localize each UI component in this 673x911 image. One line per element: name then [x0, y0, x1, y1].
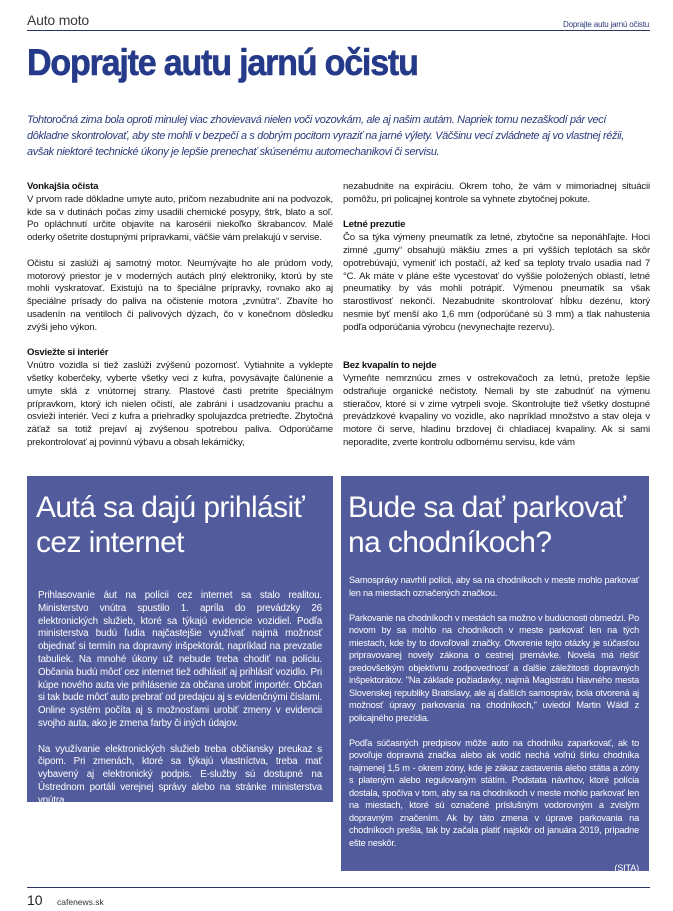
bottom-rule [27, 887, 650, 888]
running-head: Doprajte autu jarnú očistu [563, 20, 649, 29]
paragraph: Prihlasovanie áut na polícii cez internet sa stalo realitou. Ministerstvo vnútra spustilo 1. apríla do prevádzky 26 elektronických služieb, ktoré sa týkajú evidencie vozidiel. Podľa ministerstva budú ľudia najčastejšie využívať najmä možnosť objednať si termín na dopravný inšpektorát, napríklad na prevzatie tabuliek. Na mnohé úkony už nebude treba chodiť na políciu. Občania budú môcť cez internet tiež odhlásiť aj prihlásiť vozidlo. Pri kúpe nového auta vie prihlásenie za občana urobiť importér. Občan si tak bude môcť auto prebrať od predajcu aj s evidenčnými číslami. Online systém počíta aj s možnosťami urobiť zmeny v evidencii svojho auta, ako je zmena farby či iných údajov. [38, 590, 322, 729]
paragraph: Podľa súčasných predpisov môže auto na chodníku zaparkovať, ak to povoľuje dopravná značka alebo ak vodič nechá voľnú šírku chodníka najmenej 1,5 m - okrem zóny, kde je zákaz zastavenia alebo státia a zóny s plateným alebo regulovaným státím. Podstata návrhov, ktoré polícia dostala, spočíva v tom, aby sa na chodníkoch v meste mohlo parkovať len na miestach, ktoré sú označené príslušným vodorovným a zvislým dopravným značením. Ak by táto zmena v úprave parkovania na chodníkoch prešla, tak by začala platiť najskôr od januára 2019, prípadne ešte neskôr. [349, 737, 639, 848]
sidebar-box-parking [341, 476, 649, 871]
source-credit: (SITA) [614, 862, 639, 873]
site-name: cafenews.sk [57, 897, 104, 907]
paragraph: Vnútro vozidla si tiež zaslúži zvýšenú pozornosť. Vytiahnite a vyklepte všetky koberčeky, vyberte všetky veci z kufra, povysávajte čalúnenie a umyte sklá z vnútornej strany. Plastové časti pretrite špeciálnym prípravkom, ktorý ich nielen očistí, ale zabráni i usadzovaniu prachu a osvieži interiér. Veci z kufra a priehradky spolujazdca pretrieďte. Zbytočná záťaž sa totiž prejaví aj zvýšenou spotrebou paliva. Odporúčame prekontrolovať aj povinnú výbavu a obsah lekárničky, [27, 360, 333, 448]
section-label: Auto moto [27, 12, 90, 28]
section-heading: Vonkajšia očista [27, 181, 99, 192]
article-lead: Tohtoročná zima bola oproti minulej viac zhovievavá nielen voči vozovkám, ale aj našim autám. Napriek tomu nezaškodí pár vecí dôkladne skontrolovať, aby ste mohli v bezpečí a s dobrým pocitom vyraziť na jarné výlety. Väčšinu vecí zvládnete aj vo vlastnej réžii, avšak niektoré technické úkony je lepšie prenechať skúsenému automechanikovi či servisu. [27, 114, 624, 158]
paragraph-continuation: nezabudnite na expiráciu. Okrem toho, že vám v mimoriadnej situácii pomôžu, pri policajnej kontrole sa vyhnete zbytočnej pokute. [343, 181, 650, 205]
paragraph: Samosprávy navrhli polícii, aby sa na chodníkoch v meste mohlo parkovať len na miestach označených značkou. [349, 575, 639, 598]
page-number: 10 [27, 892, 43, 908]
sidebar-text [341, 560, 649, 874]
sidebar-title: Bude sa dať parkovať na chodníkoch? [348, 491, 626, 559]
paragraph: Na využívanie elektronických služieb treba občiansky preukaz s čipom. Pri zmenách, ktoré sa týkajú vlastníctva, treba mať vybavený aj elektronický podpis. E-služby sú dostupné na Ústrednom portáli verejnej správy alebo na stránke ministerstva vnútra. [38, 743, 322, 806]
paragraph: Čo sa týka výmeny pneumatík za letné, zbytočne sa neponáhľajte. Hoci zimné „gumy“ obsahujú mäkšiu zmes a pri vyšších teplotách sa skôr opotrebúvajú, vymeniť ich postačí, až keď sa teploty trvalo usadia nad 7 °C. Ak máte v pláne ešte vycestovať do vyššie položených oblastí, letné pneumatiky by vás mohli potrápiť. Výmenou pneumatík sa však starostlivosť nekončí. Nezabudnite skontrolovať hĺbku dezénu, ktorý nesmie byť menší ako 1,6 mm (odporúčané sú 3 mm) a tlak nahustenia podľa odporúčania výrobcu (nevynechajte rezervu). [343, 232, 650, 333]
sidebar-title: Autá sa dajú prihlásiť cez internet [36, 491, 305, 559]
right-column [343, 181, 650, 463]
paragraph: Vymeňte nemrznúcu zmes v ostrekovačoch za letnú, pretože lepšie odstraňuje organické nečistoty. Nemali by ste zabudnúť na výmenu stieračov, ktoré si v zime vytrpeli svoje. Skontrolujte tiež všetky dostupné prevádzkové kvapaliny vo vozidle, ako napríklad množstvo a stav oleja v motore či serve, hladinu brzdovej či chladiacej kvapaliny. Ak si sami neporadíte, zverte kontrolu odbornému servisu, kde vám [343, 372, 650, 448]
top-rule [27, 30, 650, 31]
spacer [343, 347, 650, 360]
sidebar-text [27, 560, 333, 808]
paragraph: Očistu si zaslúži aj samotný motor. Neumývajte ho ale prúdom vody, motorový priestor je v moderných autách plný elektroniky, ktorú by ste mohli vyskratovať. Existujú na to špeciálne prípravky, rovnako ako aj špeciálne prísady do paliva na očistenie motora „zvnútra“. Zbavíte ho usadenín na ventiloch či palivových dýzach, čo v konečnom dôsledku zvýši jeho výkon. [27, 257, 333, 333]
section-heading: Letné prezutie [343, 219, 406, 231]
left-column [27, 181, 333, 463]
paragraph: Parkovanie na chodníkoch v mestách sa možno v budúcnosti obmedzí. Po novom by sa mohlo na chodníkoch v meste parkovať len na tých miestach, kde by to dovoľovali značky. Otvorenie tejto otázky je súčasťou pripravovanej novely zákona o cestnej premávke. Novela má riešiť predovšetkým objektívnu zodpovednosť a ďalšie záležitosti dopravných inšpektorátov. "Na základe požiadavky, najmä Magistrátu hlavného mesta Slovenskej republiky Bratislavy, ale aj ďalších samospráv, bola otvorená aj možnosť úpravy parkovania na chodníkoch," uviedol Martin Wáldl z policajného prezídia. [349, 612, 639, 723]
article-title: Doprajte autu jarnú očistu [27, 42, 418, 83]
section-heading: Bez kvapalín to nejde [343, 360, 437, 372]
sidebar-box-internet [27, 476, 333, 806]
paragraph: V prvom rade dôkladne umyte auto, pričom nezabudnite ani na podvozok, kde sa v dutinách počas zimy usadili chemické posypy, štrk, blato a soľ. Po opláchnutí určite objavíte na karosérii niekoľko škrabancov. Malé oderky ošetrite dostupnými prípravkami, väčšie vám prelakujú v servise. [27, 193, 333, 244]
section-heading: Osviežte si interiér [27, 347, 109, 359]
